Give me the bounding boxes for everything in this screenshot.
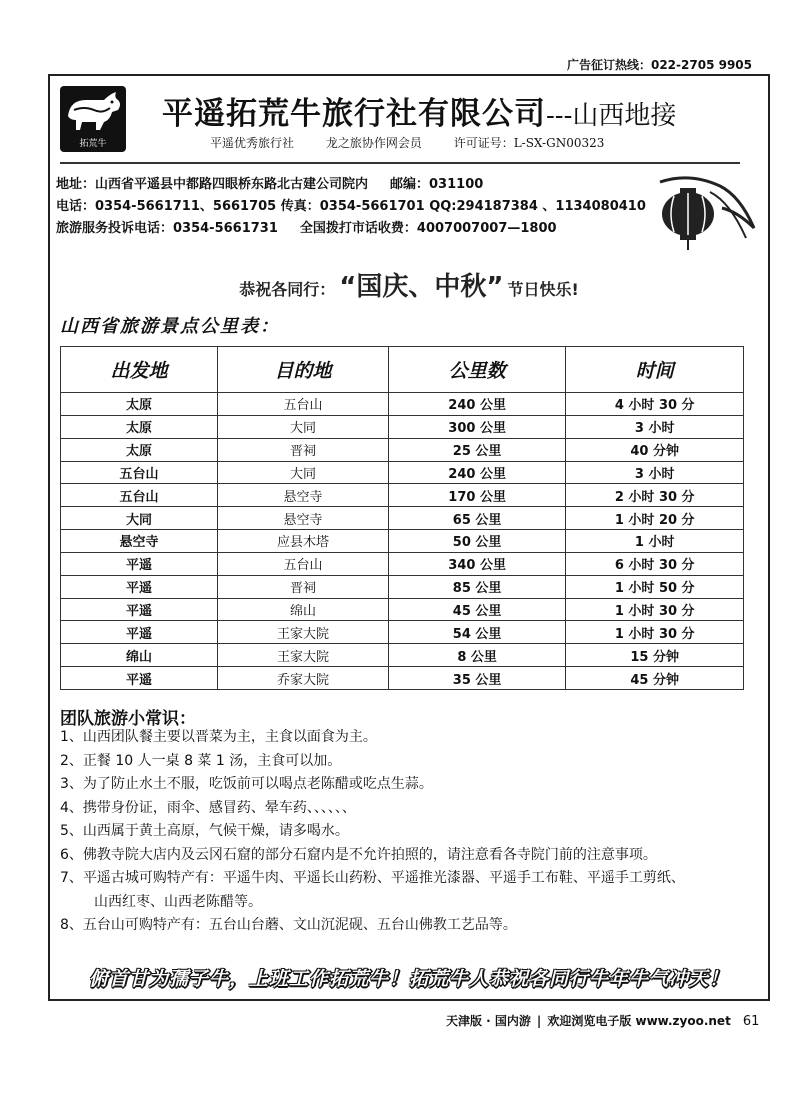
bull-logo — [60, 86, 126, 152]
fax: 传真：0354-5661701 — [280, 199, 425, 214]
table-row — [61, 621, 744, 644]
cell-time: 3 小时 — [566, 415, 744, 438]
cell-from: 平遥 — [61, 575, 218, 598]
cell-time: 3 小时 — [566, 461, 744, 484]
cell-to: 五台山 — [218, 552, 389, 575]
cell-from: 绵山 — [61, 644, 218, 667]
cell-distance: 170 公里 — [388, 484, 566, 507]
company-name — [162, 88, 676, 133]
distance-table-title: 山西省旅游景点公里表： — [60, 316, 280, 337]
cell-distance: 65 公里 — [388, 507, 566, 530]
cell-to: 晋祠 — [218, 575, 389, 598]
cell-time: 6 小时 30 分 — [566, 552, 744, 575]
header-to: 目的地 — [218, 347, 389, 393]
cell-time: 40 分钟 — [566, 438, 744, 461]
cell-time: 1 小时 50 分 — [566, 575, 744, 598]
membership-line — [210, 134, 632, 151]
cell-to: 王家大院 — [218, 621, 389, 644]
cell-distance: 25 公里 — [388, 438, 566, 461]
cell-time: 1 小时 — [566, 530, 744, 553]
cell-distance: 240 公里 — [388, 393, 566, 416]
member-award: 平遥优秀旅行社 — [210, 136, 295, 150]
edition-label: 天津版 · 国内游 — [446, 1014, 531, 1028]
list-item: 3、为了防止水土不服，吃饭前可以喝点老陈醋或吃点生蒜。 — [60, 776, 433, 792]
table-row — [61, 438, 744, 461]
advertisement-frame — [48, 74, 770, 1001]
list-item: 5、山西属于黄土高原，气候干燥，请多喝水。 — [60, 823, 349, 839]
lantern-decoration-icon — [650, 172, 760, 252]
address: 地址：山西省平遥县中都路四眼桥东路北古建公司院内 — [56, 177, 369, 192]
greeting-prefix: 恭祝各同行： — [239, 280, 336, 299]
greeting-main: “国庆、中秋” — [339, 272, 504, 302]
cell-time: 2 小时 30 分 — [566, 484, 744, 507]
contact-info — [56, 174, 656, 240]
greeting-suffix: 节日快乐! — [507, 280, 579, 299]
page-number: 61 — [742, 1014, 760, 1029]
complaint-row — [56, 218, 656, 240]
table-row — [61, 552, 744, 575]
complaint-phone: 旅游服务投诉电话：0354-5661731 — [56, 221, 278, 236]
cell-to: 乔家大院 — [218, 667, 389, 690]
postcode: 邮编：031100 — [390, 177, 484, 192]
slogan-banner: 俯首甘为孺子牛，上班工作拓荒牛！拓荒牛人恭祝各同行牛年牛气冲天！ — [88, 968, 729, 990]
logo-text: 拓荒牛 — [79, 139, 107, 149]
bull-icon — [60, 86, 126, 136]
cell-to: 悬空寺 — [218, 507, 389, 530]
header-distance: 公里数 — [388, 347, 566, 393]
company-suffix: ---山西地接 — [546, 101, 677, 131]
tips-list — [60, 726, 750, 938]
cell-distance: 340 公里 — [388, 552, 566, 575]
cell-from: 五台山 — [61, 461, 218, 484]
cell-from: 平遥 — [61, 552, 218, 575]
cell-time: 4 小时 30 分 — [566, 393, 744, 416]
cell-distance: 300 公里 — [388, 415, 566, 438]
national-hotline: 全国拨打市话收费：4007007007—1800 — [299, 221, 557, 236]
table-row — [61, 461, 744, 484]
cell-from: 平遥 — [61, 598, 218, 621]
qq: QQ:294187384 、1134080410 — [429, 199, 646, 214]
list-item: 1、山西团队餐主要以晋菜为主，主食以面食为主。 — [60, 729, 377, 745]
table-row — [61, 598, 744, 621]
cell-to: 五台山 — [218, 393, 389, 416]
cell-distance: 85 公里 — [388, 575, 566, 598]
list-item: 6、佛教寺院大店内及云冈石窟的部分石窟内是不允许拍照的，请注意看各寺院门前的注意事项。 — [60, 846, 657, 863]
cell-distance: 50 公里 — [388, 530, 566, 553]
member-network: 龙之旅协作网会员 — [325, 136, 422, 150]
cell-to: 应县木塔 — [218, 530, 389, 553]
cell-from: 大同 — [61, 507, 218, 530]
cell-to: 悬空寺 — [218, 484, 389, 507]
list-item: 4、携带身份证，雨伞、感冒药、晕车药、、、、、、 — [60, 799, 356, 816]
cell-from: 平遥 — [61, 621, 218, 644]
cell-time: 15 分钟 — [566, 644, 744, 667]
tips-title: 团队旅游小常识： — [60, 709, 196, 729]
cell-from: 五台山 — [61, 484, 218, 507]
table-row — [61, 575, 744, 598]
header-divider — [60, 162, 740, 164]
table-row — [61, 415, 744, 438]
header — [50, 76, 768, 162]
table-row — [61, 644, 744, 667]
phone-row — [56, 196, 656, 218]
table-row — [61, 667, 744, 690]
list-item: 2、正餐 10 人一桌 8 菜 1 汤，主食可以加。 — [60, 752, 342, 769]
header-time: 时间 — [566, 347, 744, 393]
cell-time: 1 小时 30 分 — [566, 598, 744, 621]
license-number: 许可证号：L-SX-GN00323 — [453, 136, 605, 150]
table-row — [61, 530, 744, 553]
cell-from: 太原 — [61, 438, 218, 461]
distance-table — [60, 346, 744, 690]
cell-distance: 240 公里 — [388, 461, 566, 484]
cell-to: 王家大院 — [218, 644, 389, 667]
page-footer — [446, 1012, 759, 1029]
cell-from: 太原 — [61, 393, 218, 416]
table-header-row — [61, 347, 744, 393]
cell-to: 绵山 — [218, 598, 389, 621]
address-row — [56, 174, 656, 196]
cell-distance: 45 公里 — [388, 598, 566, 621]
browse-link[interactable]: 欢迎浏览电子版 www.zyoo.net — [547, 1014, 731, 1028]
cell-distance: 54 公里 — [388, 621, 566, 644]
cell-from: 平遥 — [61, 667, 218, 690]
cell-to: 大同 — [218, 461, 389, 484]
list-item: 8、五台山可购特产有：五台山台蘑、文山沉泥砚、五台山佛教工艺品等。 — [60, 917, 517, 933]
company-name-text: 平遥拓荒牛旅行社有限公司 — [162, 96, 546, 132]
table-row — [61, 507, 744, 530]
table-row — [61, 484, 744, 507]
cell-time: 1 小时 30 分 — [566, 621, 744, 644]
cell-distance: 35 公里 — [388, 667, 566, 690]
header-from: 出发地 — [61, 347, 218, 393]
cell-time: 45 分钟 — [566, 667, 744, 690]
cell-from: 太原 — [61, 415, 218, 438]
list-item-continuation: 山西红枣、山西老陈醋等。 — [94, 893, 262, 910]
cell-to: 大同 — [218, 415, 389, 438]
ad-hotline: 广告征订热线：022-2705 9905 — [566, 58, 752, 72]
cell-from: 悬空寺 — [61, 530, 218, 553]
cell-to: 晋祠 — [218, 438, 389, 461]
cell-time: 1 小时 20 分 — [566, 507, 744, 530]
holiday-greeting — [50, 266, 768, 303]
cell-distance: 8 公里 — [388, 644, 566, 667]
list-item: 7、平遥古城可购特产有：平遥牛肉、平遥长山药粉、平遥推光漆器、平遥手工布鞋、平遥手工剪纸、 — [60, 870, 685, 886]
table-row — [61, 393, 744, 416]
footer-separator: | — [536, 1014, 542, 1028]
phone: 电话：0354-5661711、5661705 — [56, 199, 277, 214]
